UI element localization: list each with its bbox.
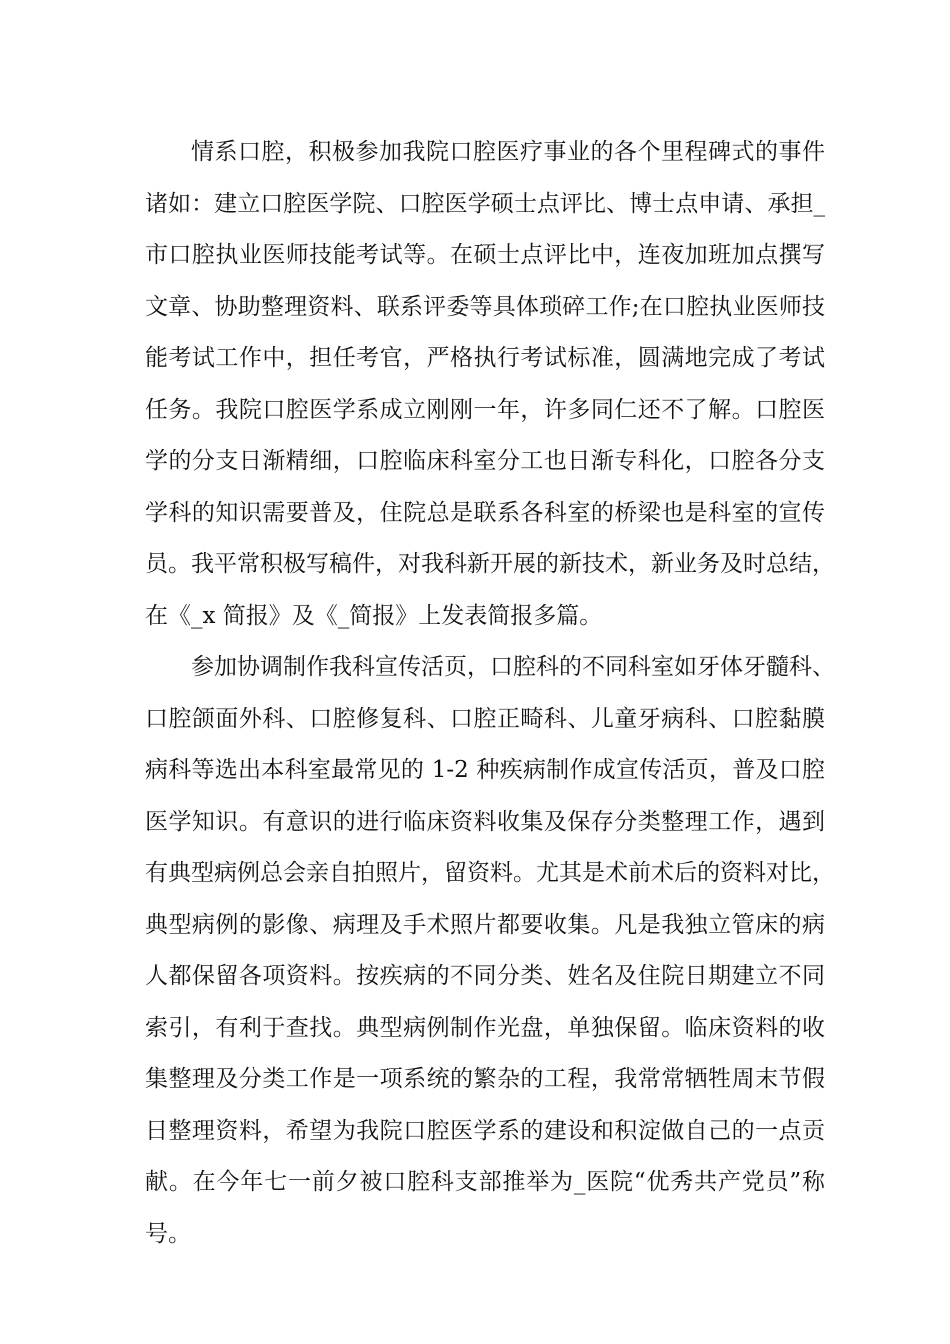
text-line: 有典型病例总会亲自拍照片，留资料。尤其是术前术后的资料对比， (145, 860, 835, 886)
text-line: 病科等选出本科室最常见的 1-2 种疾病制作成宣传活页，普及口腔 (145, 757, 825, 783)
text-line: 诸如：建立口腔医学院、口腔医学硕士点评比、博士点申请、承担_ (145, 190, 825, 217)
paragraph-1 (145, 127, 835, 642)
text-line: 任务。我院口腔医学系成立刚刚一年，许多同仁还不了解。口腔医 (145, 396, 825, 423)
text-line: 参加协调制作我科宣传活页，口腔科的不同科室如牙体牙髓科、 (191, 654, 835, 680)
text-line: 学科的知识需要普及，住院总是联系各科室的桥梁也是科室的宣传 (145, 499, 825, 526)
text-line: 号。 (145, 1220, 191, 1247)
text-line: 医学知识。有意识的进行临床资料收集及保存分类整理工作，遇到 (145, 808, 825, 835)
text-line: 人都保留各项资料。按疾病的不同分类、姓名及住院日期建立不同 (145, 963, 825, 989)
text-line: 文章、协助整理资料、联系评委等具体琐碎工作;在口腔执业医师技 (145, 293, 825, 320)
text-line: 能考试工作中，担任考官，严格执行考试标准，圆满地完成了考试 (145, 345, 825, 371)
text-line: 市口腔执业医师技能考试等。在硕士点评比中，连夜加班加点撰写 (145, 242, 825, 268)
text-line: 情系口腔，积极参加我院口腔医疗事业的各个里程碑式的事件 (191, 139, 825, 165)
text-line: 学的分支日渐精细，口腔临床科室分工也日渐专科化，口腔各分支 (145, 448, 825, 474)
text-line: 典型病例的影像、病理及手术照片都要收集。凡是我独立管床的病 (145, 911, 825, 938)
text-line: 集整理及分类工作是一项系统的繁杂的工程，我常常牺牲周末节假 (145, 1066, 825, 1092)
text-line: 在《_x 简报》及《_简报》上发表简报多篇。 (145, 602, 603, 629)
text-line: 索引，有利于查找。典型病例制作光盘，单独保留。临床资料的收 (145, 1014, 825, 1041)
text-line: 员。我平常积极写稿件，对我科新开展的新技术，新业务及时总结， (145, 551, 835, 577)
text-line: 献。在今年七一前夕被口腔科支部推举为_医院“优秀共产党员”称 (145, 1169, 825, 1195)
text-line: 口腔颌面外科、口腔修复科、口腔正畸科、儿童牙病科、口腔黏膜 (145, 705, 825, 732)
document-body (145, 127, 835, 1260)
text-line: 日整理资料，希望为我院口腔医学系的建设和积淀做自己的一点贡 (145, 1117, 825, 1144)
paragraph-2 (145, 642, 835, 1260)
